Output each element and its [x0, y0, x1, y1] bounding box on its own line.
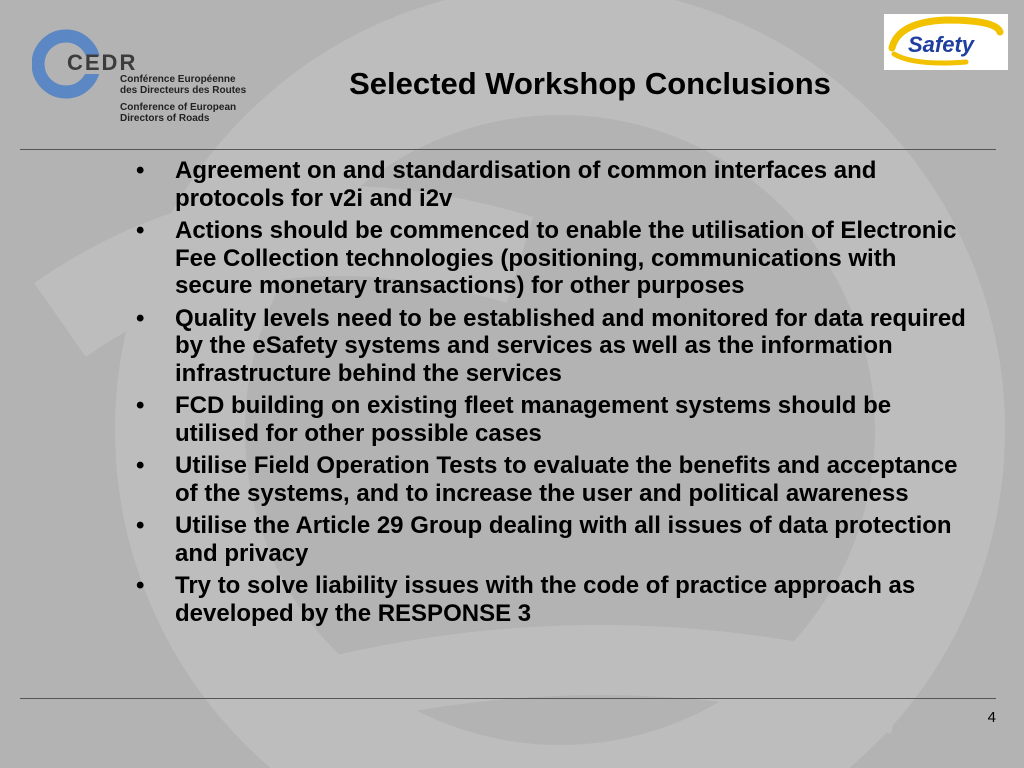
bullet-point-icon: •: [136, 572, 145, 599]
bullet-point-icon: •: [136, 452, 145, 479]
bullet-text: Try to solve liability issues with the code of practice approach as developed by the RESPONSE 3: [175, 572, 916, 627]
cedr-line-2: des Directeurs des Routes: [120, 85, 247, 96]
bullet-text: Agreement on and standardisation of common interfaces and protocols for v2i and i2v: [175, 157, 877, 212]
slide-title: Selected Workshop Conclusions: [349, 66, 831, 101]
cedr-line-4: Directors of Roads: [120, 113, 210, 124]
bullet-item: [128, 572, 970, 627]
cedr-name: CEDR: [67, 50, 138, 75]
bullet-item: [128, 305, 970, 388]
bullet-item: [128, 217, 970, 300]
bullet-point-icon: •: [136, 304, 145, 332]
bullet-text: Utilise the Article 29 Group dealing with all issues of data protection and privacy: [175, 512, 952, 567]
conclusions-list: [128, 157, 970, 632]
cedr-line-3: Conference of European: [120, 102, 237, 113]
bullet-point-icon: •: [136, 217, 145, 244]
bullet-text: Actions should be commenced to enable the utilisation of Electronic Fee Collection technologies (positioning, communications with secure monetary transactions) for other purposes: [175, 217, 957, 299]
bullet-item: [128, 157, 970, 212]
bullet-item: [128, 512, 970, 567]
bullet-point-icon: •: [136, 157, 145, 184]
bullet-item: [128, 452, 970, 507]
esafety-logo-icon: [884, 14, 1008, 70]
bullet-text: Quality levels need to be established and monitored for data required by the eSafety systems and services as well as the information infrastructure behind the services: [175, 304, 966, 387]
footer-divider: [20, 698, 996, 699]
esafety-logo-text: Safety: [908, 32, 975, 57]
bullet-point-icon: •: [136, 392, 145, 419]
bullet-text: FCD building on existing fleet management systems should be utilised for other possible cases: [175, 392, 892, 447]
title-divider: [20, 149, 996, 150]
cedr-line-1: Conférence Européenne: [120, 74, 236, 85]
bullet-text: Utilise Field Operation Tests to evaluate the benefits and acceptance of the systems, and to increase the user and political awareness: [175, 452, 958, 507]
bullet-point-icon: •: [136, 512, 145, 539]
page-number: 4: [987, 709, 996, 726]
bullet-item: [128, 392, 970, 447]
